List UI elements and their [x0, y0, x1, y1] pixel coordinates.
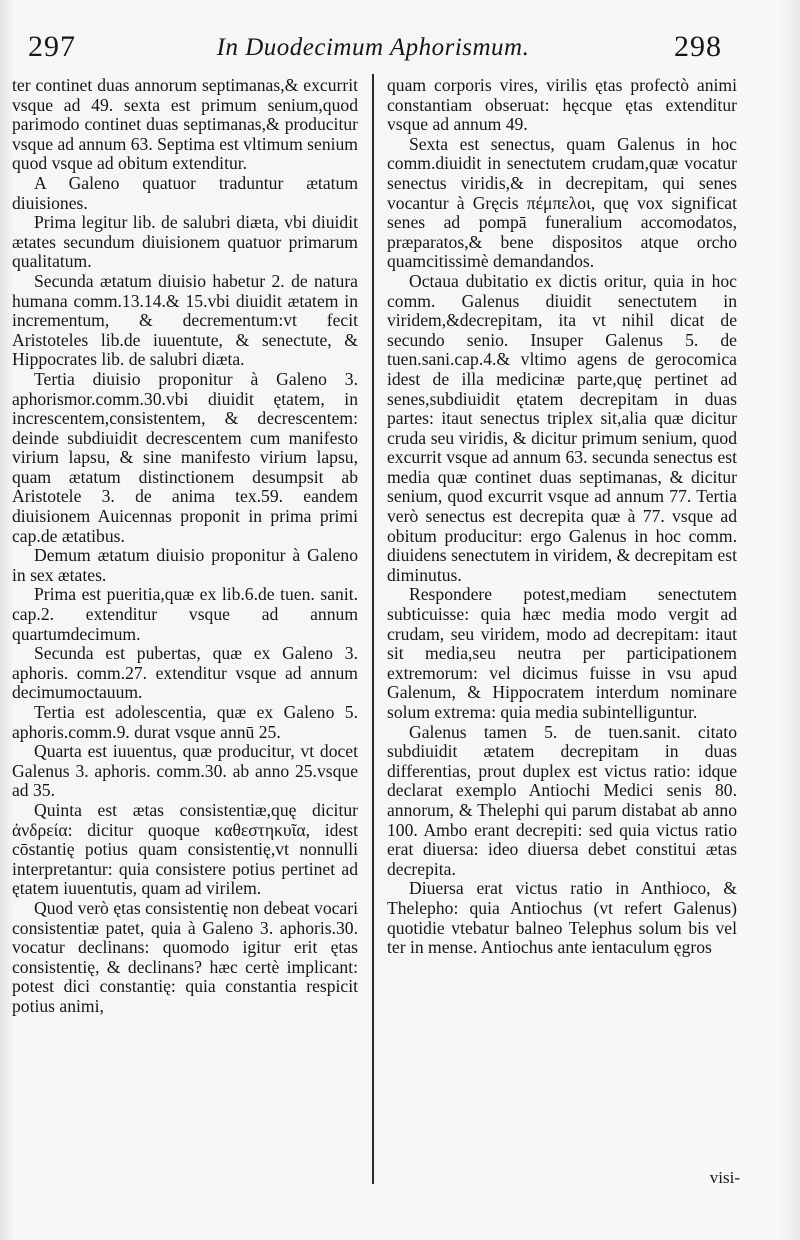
right-column — [387, 76, 737, 958]
paragraph: Tertia est adolescentia, quæ ex Galeno 5. aphoris.comm.9. durat vsque annū 25. — [12, 702, 358, 742]
catchword: visi- — [709, 1168, 740, 1187]
paragraph: ter continet duas annorum septimanas,& excurrit vsque ad 49. sexta est primum senium,quod parimodo continet duas septimanas,& producitur vsque ad annum 63. Septima est vltimum senium quod vsque ad obitum extenditur. — [12, 75, 358, 174]
paragraph: Tertia diuisio proponitur à Galeno 3. aphorismor.comm.30.vbi diuidit ętatem, in increscentem,consistentem, & decrescentem: deinde subdiuidit decrescentem cum manifesto virium lapsu, & sine manifesto virium lapsu, quam ætatum distinctionem desumpsit ab Aristotele 3. de anima tex.59. eandem diuisionem Auicennas proponit in prima primi cap.de ætatibus. — [12, 368, 358, 546]
running-title: In Duodecimum Aphorismum. — [216, 34, 530, 61]
page-header — [24, 30, 722, 70]
right-page-number: 298 — [674, 30, 722, 63]
paragraph: Quarta est iuuentus, quæ producitur, vt docet Galenus 3. aphoris. comm.30. ab anno 25.vsque ad 35. — [12, 741, 358, 801]
column-divider — [372, 74, 374, 1184]
paragraph: Respondere potest,mediam senectutem subticuisse: quia hæc media modo vergit ad crudam, seu viridem, modo ad decrepitam: itaut sit media,seu neutra per participationem extremorum: vel dicimus fuisse in vsu apud Galenum, & Hippocratem interdum nominare solum extrema: quia media subintelliguntur. — [387, 584, 737, 722]
paragraph: Demum ætatum diuisio proponitur à Galeno in sex ætates. — [12, 545, 358, 585]
left-column — [12, 76, 358, 1017]
paragraph: Quod verò ętas consistentię non debeat vocari consistentiæ patet, quia à Galeno 3. aphoris.30. vocatur declinans: quomodo igitur erit ętas consistentię, & declinans? hæc certè implicant: potest dici constantię: quia constantia respicit potius animi, — [12, 897, 358, 1016]
paragraph: quam corporis vires, virilis ętas profectò animi constantiam obseruat: hęcque ętas extenditur vsque ad annum 49. — [387, 75, 737, 135]
paragraph: Quinta est ætas consistentiæ,quę dicitur ἀνδρεία: dicitur quoque καθεστηκυῖα, idest cōstantię potius quam consistentię,vt nonnulli interpretantur: quia consistere potius pertinet ad ętatem iuuentutis, quam ad virilem. — [12, 799, 358, 899]
paragraph: Sexta est senectus, quam Galenus in hoc comm.diuidit in senectutem crudam,quæ vocatur senectus viridis,& in decrepitam, qui senes vocantur à Gręcis πέμπελοι, quę vox significat senes ad pompā funeralium accomodatos, præparatos,& bene dispositos atque orcho quamcitissimè demandandos. — [387, 133, 737, 272]
paragraph: Prima legitur lib. de salubri diæta, vbi diuidit ætates secundum diuisionem quatuor primarum qualitatum. — [12, 212, 358, 272]
paragraph: Secunda est pubertas, quæ ex Galeno 3. aphoris. comm.27. extenditur vsque ad annum decimumoctauum. — [12, 643, 358, 703]
left-page-number: 297 — [28, 30, 76, 63]
paragraph: Galenus tamen 5. de tuen.sanit. citato subdiuidit ætatem decrepitam in duas differentias, prout duplex est victus ratio: idque declarat exemplo Antiochi Medici senis 80. annorum, & Thelephi qui parum distabat ab anno 100. Ambo erant decrepiti: sed quia victus ratio erat diuersa: ideo diuersa debet constitui ætas decrepita. — [387, 721, 737, 879]
paragraph: Prima est pueritia,quæ ex lib.6.de tuen. sanit. cap.2. extenditur vsque ad annum quartumdecimum. — [12, 584, 358, 644]
paragraph: Secunda ætatum diuisio habetur 2. de natura humana comm.13.14.& 15.vbi diuidit ætatem in incrementum, & decrementum:vt fecit Aristoteles lib.de iuuentute, & senectute, & Hippocrates lib. de salubri diæta. — [12, 270, 358, 370]
paragraph: A Galeno quatuor traduntur ætatum diuisiones. — [12, 172, 358, 213]
paragraph: Octaua dubitatio ex dictis oritur, quia in hoc comm. Galenus diuidit senectutem in viridem,&decrepitam, ita vt nihil dicat de secundo senio. Insuper Galenus 5. de tuen.sani.cap.4.& vltimo agens de gerocomica idest de illa medicinæ parte,quę pertinet ad senes,subdiuidit ętatem decrepitam in duas partes: itaut senectus triplex sit,alia quæ dicitur cruda seu viridis, & dicitur primum senium, quod excurrit vsque ad annum 63. secunda senectus est media quæ continet duas septimanas, & dicitur senium, quod excurrit vsque ad annum 77. Tertia verò senectus est decrepita quæ à 77. vsque ad obitum producitur: ergo Galenus in hoc comm. diuidens senectutem in viridem, & decrepitam est diminutus. — [387, 270, 737, 585]
paragraph: Diuersa erat victus ratio in Anthioco, & Thelepho: quia Antiochus (vt refert Galenus) quotidie vtebatur balneo Telephus solum bis vel ter in mense. Antiochus ante ientaculum ęgros — [387, 878, 737, 958]
